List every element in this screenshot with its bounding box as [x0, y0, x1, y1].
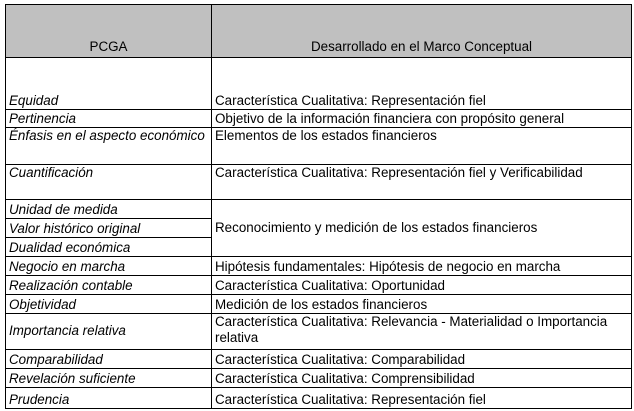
pcga-cell: Cuantificación	[6, 164, 212, 200]
table-row	[6, 128, 632, 165]
pcga-cell: Valor histórico original	[6, 219, 212, 238]
table-row	[6, 369, 632, 388]
table-row	[6, 164, 632, 200]
pcga-cell: Énfasis en el aspecto económico	[6, 128, 212, 165]
pcga-cell: Equidad	[6, 58, 212, 110]
table-row	[6, 387, 632, 408]
marco-cell: Característica Cualitativa: Relevancia - Materialidad o Importancia relativa	[212, 313, 632, 350]
pcga-cell: Objetividad	[6, 294, 212, 313]
table-row	[6, 58, 632, 110]
marco-cell: Característica Cualitativa: Representación fiel	[212, 58, 632, 110]
pcga-table	[5, 4, 632, 409]
marco-cell: Hipótesis fundamentales: Hipótesis de negocio en marcha	[212, 257, 632, 276]
pcga-cell: Pertinencia	[6, 110, 212, 128]
marco-cell: Característica Cualitativa: Comparabilidad	[212, 350, 632, 369]
header-pcga: PCGA	[6, 5, 212, 58]
table-row	[6, 110, 632, 128]
pcga-table-container	[5, 4, 631, 409]
pcga-cell: Dualidad económica	[6, 238, 212, 257]
pcga-cell: Revelación suficiente	[6, 369, 212, 388]
pcga-cell: Prudencia	[6, 387, 212, 408]
table-header-row	[6, 5, 632, 58]
pcga-cell: Comparabilidad	[6, 350, 212, 369]
table-row	[6, 200, 632, 219]
marco-cell: Característica Cualitativa: Oportunidad	[212, 275, 632, 294]
table-row	[6, 294, 632, 313]
table-row	[6, 275, 632, 294]
marco-cell: Reconocimiento y medición de los estados financieros	[212, 200, 632, 257]
pcga-cell: Unidad de medida	[6, 200, 212, 219]
table-row	[6, 257, 632, 276]
marco-cell: Característica Cualitativa: Representación fiel y Verificabilidad	[212, 164, 632, 200]
marco-cell: Objetivo de la información financiera con propósito general	[212, 110, 632, 128]
marco-cell: Elementos de los estados financieros	[212, 128, 632, 165]
marco-cell: Medición de los estados financieros	[212, 294, 632, 313]
marco-cell: Característica Cualitativa: Representación fiel	[212, 387, 632, 408]
pcga-cell: Negocio en marcha	[6, 257, 212, 276]
header-marco-conceptual: Desarrollado en el Marco Conceptual	[212, 5, 632, 58]
pcga-cell: Realización contable	[6, 275, 212, 294]
pcga-cell: Importancia relativa	[6, 313, 212, 350]
table-row	[6, 350, 632, 369]
marco-cell: Característica Cualitativa: Comprensibilidad	[212, 369, 632, 388]
table-row	[6, 313, 632, 350]
